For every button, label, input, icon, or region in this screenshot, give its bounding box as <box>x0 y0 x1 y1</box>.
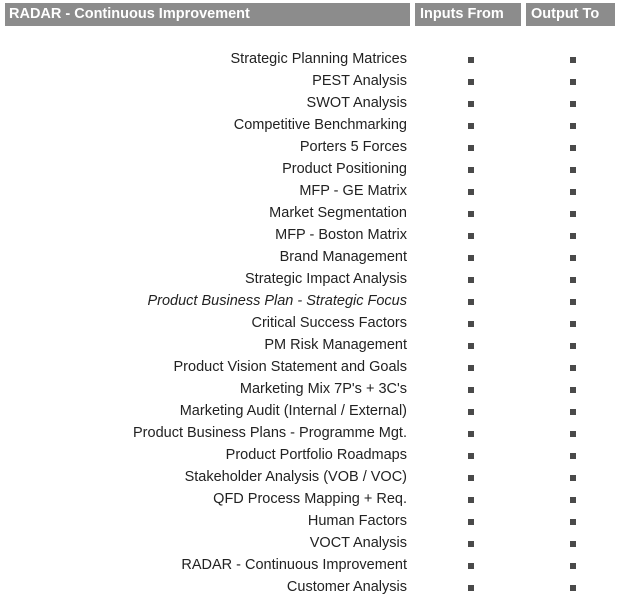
inputs-from-marker-icon <box>468 255 474 261</box>
output-to-marker-icon <box>570 101 576 107</box>
output-to-marker-icon <box>570 233 576 239</box>
inputs-from-marker-icon <box>468 343 474 349</box>
inputs-from-marker-icon <box>468 387 474 393</box>
row-label: Critical Success Factors <box>251 315 407 331</box>
inputs-from-marker-icon <box>468 277 474 283</box>
inputs-from-marker-icon <box>468 475 474 481</box>
table-row <box>0 422 617 444</box>
tool-list <box>0 48 617 598</box>
output-to-marker-icon <box>570 167 576 173</box>
row-label: Human Factors <box>307 513 407 529</box>
inputs-from-marker-icon <box>468 365 474 371</box>
row-label: Brand Management <box>279 249 407 265</box>
row-label: Customer Analysis <box>286 579 407 595</box>
column-header-output-to: Output To <box>526 3 615 26</box>
table-row <box>0 158 617 180</box>
inputs-from-marker-icon <box>468 453 474 459</box>
output-to-marker-icon <box>570 563 576 569</box>
output-to-marker-icon <box>570 277 576 283</box>
inputs-from-marker-icon <box>468 519 474 525</box>
table-row <box>0 70 617 92</box>
output-to-marker-icon <box>570 79 576 85</box>
table-row <box>0 312 617 334</box>
row-label: Product Business Plan - Strategic Focus <box>147 293 407 309</box>
row-label: Strategic Planning Matrices <box>230 51 407 67</box>
inputs-from-marker-icon <box>468 299 474 305</box>
row-label: Product Positioning <box>282 161 407 177</box>
table-row <box>0 224 617 246</box>
table-row <box>0 400 617 422</box>
table-row <box>0 444 617 466</box>
output-to-marker-icon <box>570 585 576 591</box>
table-row <box>0 136 617 158</box>
row-label: Product Vision Statement and Goals <box>173 359 407 375</box>
row-label: Stakeholder Analysis (VOB / VOC) <box>184 469 407 485</box>
output-to-marker-icon <box>570 299 576 305</box>
row-label: Product Business Plans - Programme Mgt. <box>133 425 407 441</box>
output-to-marker-icon <box>570 123 576 129</box>
table-row <box>0 488 617 510</box>
inputs-from-marker-icon <box>468 79 474 85</box>
column-header-inputs-from: Inputs From <box>415 3 521 26</box>
inputs-from-marker-icon <box>468 167 474 173</box>
output-to-marker-icon <box>570 343 576 349</box>
row-label: Porters 5 Forces <box>299 139 407 155</box>
inputs-from-marker-icon <box>468 497 474 503</box>
inputs-from-marker-icon <box>468 409 474 415</box>
output-to-marker-icon <box>570 541 576 547</box>
output-to-marker-icon <box>570 321 576 327</box>
output-to-marker-icon <box>570 57 576 63</box>
table-title: RADAR - Continuous Improvement <box>5 3 410 26</box>
row-label: QFD Process Mapping + Req. <box>213 491 407 507</box>
row-label: Marketing Mix 7P's + 3C's <box>239 381 407 397</box>
inputs-from-marker-icon <box>468 145 474 151</box>
table-row <box>0 334 617 356</box>
inputs-from-marker-icon <box>468 541 474 547</box>
output-to-marker-icon <box>570 387 576 393</box>
inputs-from-marker-icon <box>468 101 474 107</box>
row-label: Strategic Impact Analysis <box>245 271 407 287</box>
row-label: PEST Analysis <box>312 73 407 89</box>
output-to-marker-icon <box>570 431 576 437</box>
output-to-marker-icon <box>570 497 576 503</box>
inputs-from-marker-icon <box>468 233 474 239</box>
output-to-marker-icon <box>570 255 576 261</box>
table-row <box>0 378 617 400</box>
inputs-from-marker-icon <box>468 321 474 327</box>
row-label: Product Portfolio Roadmaps <box>225 447 407 463</box>
row-label: MFP - Boston Matrix <box>275 227 407 243</box>
table-row <box>0 202 617 224</box>
inputs-from-marker-icon <box>468 189 474 195</box>
row-label: Market Segmentation <box>269 205 407 221</box>
table-row <box>0 180 617 202</box>
inputs-from-marker-icon <box>468 563 474 569</box>
output-to-marker-icon <box>570 189 576 195</box>
table-row <box>0 114 617 136</box>
table-row <box>0 554 617 576</box>
inputs-from-marker-icon <box>468 123 474 129</box>
table-row <box>0 246 617 268</box>
output-to-marker-icon <box>570 145 576 151</box>
table-row <box>0 290 617 312</box>
output-to-marker-icon <box>570 365 576 371</box>
row-label: PM Risk Management <box>264 337 407 353</box>
table-row <box>0 268 617 290</box>
inputs-from-marker-icon <box>468 211 474 217</box>
row-label: VOCT Analysis <box>309 535 407 551</box>
output-to-marker-icon <box>570 211 576 217</box>
inputs-from-marker-icon <box>468 585 474 591</box>
output-to-marker-icon <box>570 409 576 415</box>
row-label: Competitive Benchmarking <box>233 117 407 133</box>
row-label: MFP - GE Matrix <box>299 183 407 199</box>
table-row <box>0 466 617 488</box>
table-row <box>0 510 617 532</box>
inputs-from-marker-icon <box>468 431 474 437</box>
output-to-marker-icon <box>570 475 576 481</box>
table-row <box>0 92 617 114</box>
row-label: Marketing Audit (Internal / External) <box>179 403 407 419</box>
row-label: RADAR - Continuous Improvement <box>181 557 407 573</box>
output-to-marker-icon <box>570 519 576 525</box>
table-row <box>0 576 617 598</box>
table-row <box>0 532 617 554</box>
inputs-from-marker-icon <box>468 57 474 63</box>
row-label: SWOT Analysis <box>306 95 407 111</box>
output-to-marker-icon <box>570 453 576 459</box>
table-row <box>0 356 617 378</box>
table-row <box>0 48 617 70</box>
